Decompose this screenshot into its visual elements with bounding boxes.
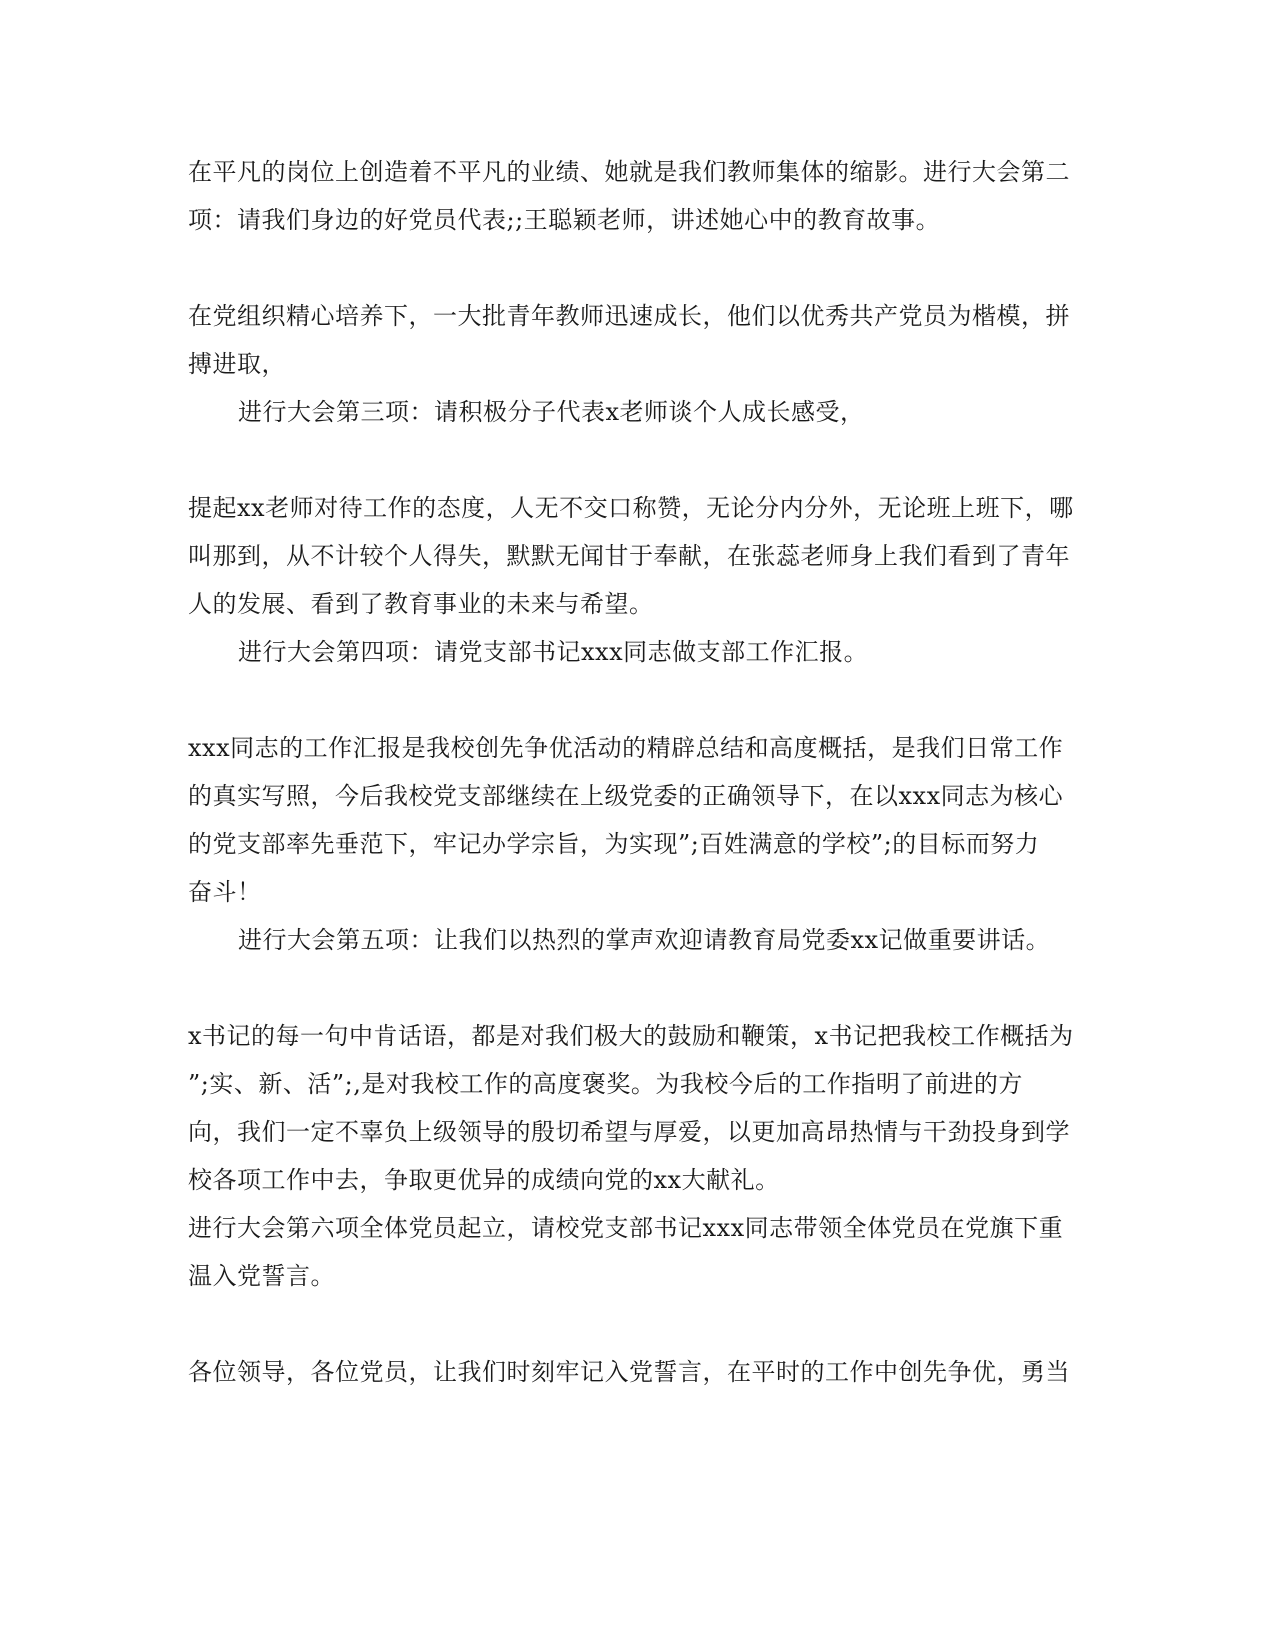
text-line: 提起xx老师对待工作的态度，人无不交口称赞，无论分内分外，无论班上班下，哪: [188, 494, 1074, 522]
text-line: ”;实、新、活”;,是对我校工作的高度褒奖。为我校今后的工作指明了前进的方: [188, 1070, 1023, 1098]
paragraph-teacher-attitude: [188, 484, 1088, 628]
text-line: 的党支部率先垂范下，牢记办学宗旨，为实现”;百姓满意的学校”;的目标而努力: [188, 830, 1040, 858]
paragraph-closing-remarks: [188, 1348, 1088, 1396]
paragraph-teacher-collective: [188, 148, 1088, 244]
text-line: 校各项工作中去，争取更优异的成绩向党的xx大献礼。: [188, 1166, 780, 1194]
text-line: 叫那到，从不计较个人得失，默默无闻甘于奉献，在张蕊老师身上我们看到了青年: [188, 542, 1070, 570]
text-line: x书记的每一句中肯话语，都是对我们极大的鼓励和鞭策，x书记把我校工作概括为: [188, 1022, 1074, 1050]
paragraph-work-report: [188, 724, 1088, 916]
paragraph-agenda-item-three: [188, 388, 1088, 436]
text-line: 进行大会第四项：请党支部书记xxx同志做支部工作汇报。: [238, 638, 869, 666]
text-line: 的真实写照，今后我校党支部继续在上级党委的正确领导下，在以xxx同志为核心: [188, 782, 1064, 810]
text-line: 进行大会第六项全体党员起立，请校党支部书记xxx同志带领全体党员在党旗下重: [188, 1214, 1064, 1242]
text-line: 进行大会第五项：让我们以热烈的掌声欢迎请教育局党委xx记做重要讲话。: [238, 926, 1051, 954]
text-line: 人的发展、看到了教育事业的未来与希望。: [188, 590, 654, 618]
text-line: 进行大会第三项：请积极分子代表x老师谈个人成长感受，: [238, 398, 865, 426]
text-line: 项：请我们身边的好党员代表;;王聪颖老师，讲述她心中的教育故事。: [188, 206, 941, 234]
text-line: 奋斗！: [188, 878, 262, 906]
text-line: 温入党誓言。: [188, 1262, 335, 1290]
text-line: 在平凡的岗位上创造着不平凡的业绩、她就是我们教师集体的缩影。进行大会第二: [188, 158, 1070, 186]
text-line: xxx同志的工作汇报是我校创先争优活动的精辟总结和高度概括，是我们日常工作: [188, 734, 1064, 762]
paragraph-young-teachers: [188, 292, 1088, 388]
paragraph-agenda-item-six: [188, 1204, 1088, 1300]
text-line: 各位领导，各位党员，让我们时刻牢记入党誓言，在平时的工作中创先争优，勇当: [188, 1358, 1070, 1386]
paragraph-secretary-speech: [188, 1012, 1088, 1204]
text-line: 向，我们一定不辜负上级领导的殷切希望与厚爱，以更加高昂热情与干劲投身到学: [188, 1118, 1070, 1146]
text-line: 搏进取，: [188, 350, 286, 378]
text-line: 在党组织精心培养下，一大批青年教师迅速成长，他们以优秀共产党员为楷模，拼: [188, 302, 1070, 330]
paragraph-agenda-item-four: [188, 628, 1088, 676]
paragraph-agenda-item-five: [188, 916, 1088, 964]
